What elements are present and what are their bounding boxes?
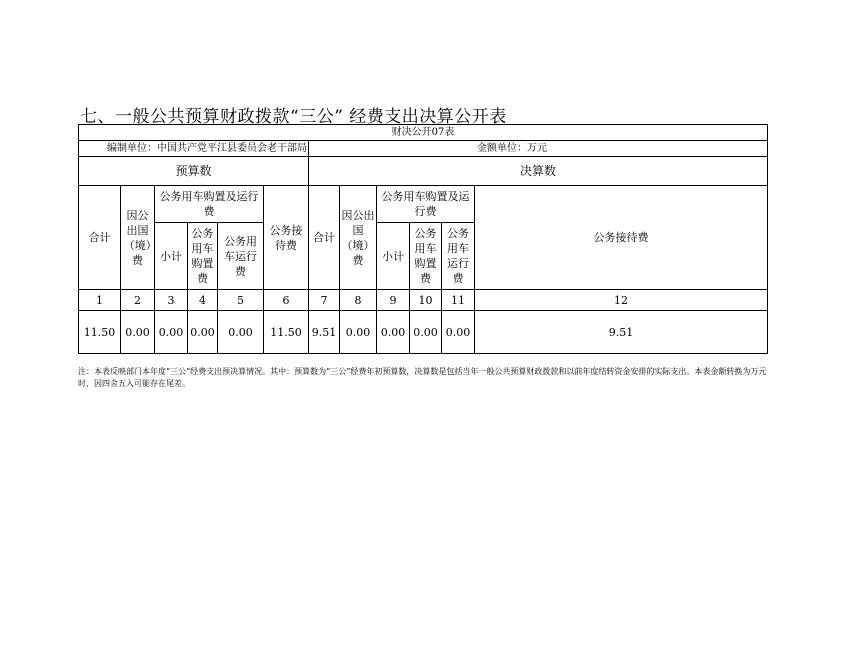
value-cell: 0.00: [121, 311, 155, 354]
final-total-header: 合计: [309, 186, 340, 290]
value-cell: 11.50: [79, 311, 121, 354]
value-cell: 9.51: [309, 311, 340, 354]
column-number: 9: [377, 290, 410, 311]
column-number: 12: [475, 290, 768, 311]
final-vehicle-purchase-header: 公务用车购置费: [410, 223, 442, 290]
value-cell: 0.00: [377, 311, 410, 354]
amount-unit: 金额单位：万元: [309, 141, 768, 157]
column-number: 3: [155, 290, 188, 311]
three-public-expenses-table: [78, 124, 768, 354]
final-subtotal-header: 小计: [377, 223, 410, 290]
column-number: 1: [79, 290, 121, 311]
form-code: 财决公开07表: [79, 125, 768, 141]
budget-reception-header: 公务接待费: [264, 186, 309, 290]
value-cell: 0.00: [188, 311, 218, 354]
value-cell: 0.00: [442, 311, 475, 354]
final-vehicle-group-header: 公务用车购置及运行费: [377, 186, 475, 223]
column-number: 11: [442, 290, 475, 311]
value-cell: 0.00: [155, 311, 188, 354]
value-cell: 0.00: [340, 311, 377, 354]
column-number: 8: [340, 290, 377, 311]
budget-subtotal-header: 小计: [155, 223, 188, 290]
value-cell: 11.50: [264, 311, 309, 354]
footnote: 注：本表反映部门本年度“三公”经费支出预决算情况。其中：预算数为“三公”经费年初预算数，决算数是包括当年一般公共预算财政拨款和以前年度结转资金安排的实际支出。本表金额转换为万元时，因四舍五入可能存在尾差。: [78, 367, 767, 388]
final-vehicle-operation-header: 公务用车运行费: [442, 223, 475, 290]
budget-vehicle-group-header: 公务用车购置及运行费: [155, 186, 264, 223]
compiling-unit: 编制单位：中国共产党平江县委员会老干部局: [79, 141, 309, 157]
final-section-header: 决算数: [309, 157, 768, 186]
final-abroad-header: 因公出国（境）费: [340, 186, 377, 290]
value-cell: 9.51: [475, 311, 768, 354]
values-row: [79, 311, 768, 354]
value-cell: 0.00: [218, 311, 264, 354]
column-number: 7: [309, 290, 340, 311]
budget-section-header: 预算数: [79, 157, 309, 186]
budget-vehicle-purchase-header: 公务用车购置费: [188, 223, 218, 290]
value-cell: 0.00: [410, 311, 442, 354]
column-number: 6: [264, 290, 309, 311]
budget-total-header: 合计: [79, 186, 121, 290]
column-number: 5: [218, 290, 264, 311]
column-number: 4: [188, 290, 218, 311]
page-title: 七、一般公共预算财政拨款“三公” 经费支出决算公开表: [80, 107, 507, 127]
column-number: 2: [121, 290, 155, 311]
final-reception-header: 公务接待费: [475, 186, 768, 290]
column-number: 10: [410, 290, 442, 311]
budget-vehicle-operation-header: 公务用车运行费: [218, 223, 264, 290]
column-number-row: [79, 290, 768, 311]
budget-abroad-header: 因公出国（境）费: [121, 186, 155, 290]
